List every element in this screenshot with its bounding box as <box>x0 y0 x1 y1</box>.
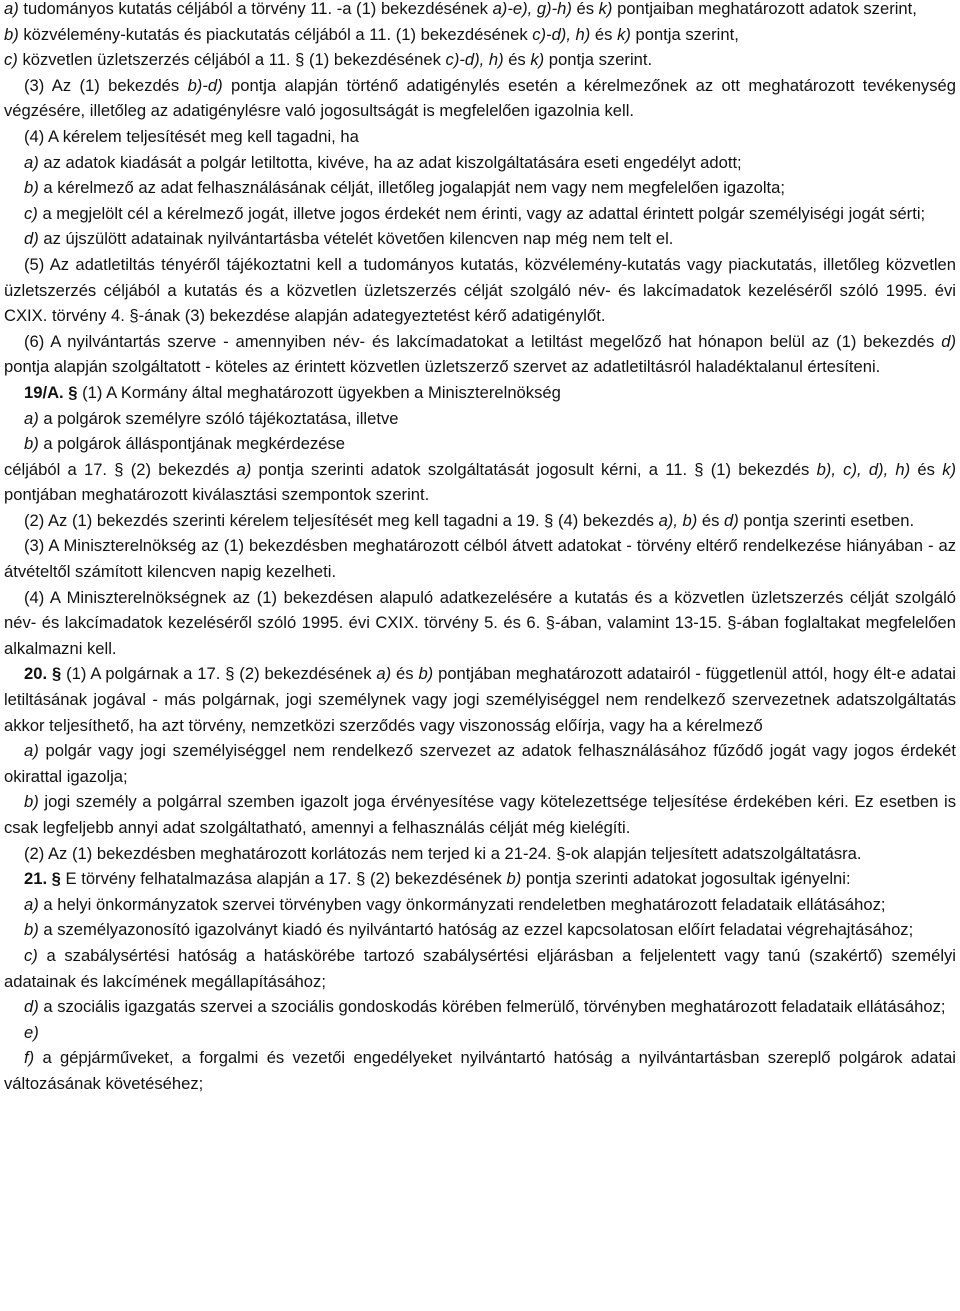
paragraph: b) a személyazonosító igazolványt kiadó és nyilvántartó hatóság az ezzel kapcsolatosan előírt feladatai végrehajtásához; <box>24 920 914 940</box>
paragraph: d) a szociális igazgatás szervei a szociális gondoskodás körében felmerülő, törvényben meghatározott feladataik ellátásához; <box>24 997 946 1017</box>
paragraph: e) <box>24 1022 39 1042</box>
paragraph: c) a szabálysértési hatóság a hatáskörébe tartozó szabálysértési eljárásban a feljelentett vagy tanú (szakértő) személyi adatainak és lakcímének megállapításához; <box>4 945 956 991</box>
paragraph: (4) A Miniszterelnökségnek az (1) bekezdésen alapuló adatkezelésére a kutatás és a közvetlen üzletszerzés célját szolgáló név- és lakcímadatok kezeléséről szóló 1995. évi CXIX. törvény 5. és 6. §-ában, valamint 13-15. §-ában foglaltakat megfelelően alkalmazni kell. <box>4 587 956 658</box>
paragraph: (2) Az (1) bekezdésben meghatározott korlátozás nem terjed ki a 21-24. §-ok alapján teljesített adatszolgáltatásra. <box>24 843 862 863</box>
paragraph: c) a megjelölt cél a kérelmező jogát, illetve jogos érdekét nem érinti, vagy az adattal érintett polgár személyiségi jogát sérti; <box>24 203 926 223</box>
paragraph: (3) Az (1) bekezdés b)-d) pontja alapján történő adatigénylés esetén a kérelmezőnek az ott meghatározott tevékenység végzésére, illetőleg az adatigénylésre való jogosultságát is megfelelően igazolnia kell. <box>4 75 956 121</box>
paragraph: (4) A kérelem teljesítését meg kell tagadni, ha <box>24 126 359 146</box>
paragraph: b) a polgárok álláspontjának megkérdezése <box>24 434 346 454</box>
paragraph: a) tudományos kutatás céljából a törvény 11. -a (1) bekezdésének a)-e), g)-h) és k) pontjaiban meghatározott adatok szerint, <box>4 0 917 18</box>
paragraph: a) polgár vagy jogi személyiséggel nem rendelkező szervezet az adatok felhasználásához fűződő jogát vagy jogos érdekét okirattal igazolja; <box>4 741 956 786</box>
paragraph: 21. § E törvény felhatalmazása alapján a 17. § (2) bekezdésének b) pontja szerinti adatokat jogosultak igényelni: <box>24 869 851 889</box>
paragraph: 19/A. § (1) A Kormány által meghatározott ügyekben a Miniszterelnökség <box>24 382 561 402</box>
paragraph: (3) A Miniszterelnökség az (1) bekezdésben meghatározott célból átvett adatokat - törvény eltérő rendelkezése hiányában - az átvételtől számított kilencven napig kezelheti. <box>4 536 956 582</box>
paragraph: (2) Az (1) bekezdés szerinti kérelem teljesítését meg kell tagadni a 19. § (4) bekezdés a), b) és d) pontja szerinti esetben. <box>24 510 915 530</box>
paragraph: c) közvetlen üzletszerzés céljából a 11. § (1) bekezdésének c)-d), h) és k) pontja szerint. <box>4 50 653 70</box>
paragraph: (5) Az adatletiltás tényéről tájékoztatni kell a tudományos kutatás, közvélemény-kutatás vagy piackutatás, illetőleg közvetlen üzletszerzés céljából a kutatás és a közvetlen üzletszerzés célját szolgáló név- és lakcímadatok kezeléséről szóló 1995. évi CXIX. törvény 4. §-ának (3) bekezdése alapján adategyeztetést kérő adatigénylőt. <box>4 254 956 326</box>
paragraph: f) a gépjárműveket, a forgalmi és vezetői engedélyeket nyilvántartó hatóság a nyilvántartásban szereplő polgárok adatai változásának követéséhez; <box>4 1048 956 1093</box>
paragraph: a) az adatok kiadását a polgár letiltotta, kivéve, ha az adat kiszolgáltatására eseti engedélyt adott; <box>24 152 742 172</box>
paragraph: 20. § (1) A polgárnak a 17. § (2) bekezdésének a) és b) pontjában meghatározott adatairól - függetlenül attól, hogy élt-e adatai letiltásának jogával - más polgárnak, jogi személynek vagy jogi személyiséggel nem rendelkező szervezetnek adatszolgáltatás akkor teljesíthető, ha azt törvény, nemzetközi szerződés vagy viszonosság előírja, vagy ha a kérelmező <box>4 664 956 735</box>
paragraph: a) a polgárok személyre szóló tájékoztatása, illetve <box>24 408 399 428</box>
paragraph: b) közvélemény-kutatás és piackutatás céljából a 11. (1) bekezdésének c)-d), h) és k) pontja szerint, <box>4 24 739 44</box>
paragraph: (6) A nyilvántartás szerve - amennyiben név- és lakcímadatokat a letiltást megelőző hat hónapon belül az (1) bekezdés d) pontja alapján szolgáltatott - köteles az érintett közvetlen üzletszerző szervet az adatletiltásról haladéktalanul értesíteni. <box>4 331 956 377</box>
paragraph: d) az újszülött adatainak nyilvántartásba vételét követően kilencven nap még nem telt el. <box>24 229 674 249</box>
document-body <box>4 0 956 1097</box>
paragraph: b) jogi személy a polgárral szemben igazolt joga érvényesítése vagy kötelezettsége teljesítése érdekében kéri. Ez esetben is csak legfeljebb annyi adat szolgáltatható, amennyi a felhasználás célját még kielégíti. <box>4 792 956 837</box>
paragraph: b) a kérelmező az adat felhasználásának célját, illetőleg jogalapját nem vagy nem megfelelően igazolta; <box>24 178 786 198</box>
paragraph: a) a helyi önkormányzatok szervei törvényben vagy önkormányzati rendeletben meghatározott feladataik ellátásához; <box>24 894 886 914</box>
paragraph: céljából a 17. § (2) bekezdés a) pontja szerinti adatok szolgáltatását jogosult kérni, a 11. § (1) bekezdés b), c), d), h) és k) pontjában meghatározott kiválasztási szempontok szerint. <box>4 459 957 505</box>
